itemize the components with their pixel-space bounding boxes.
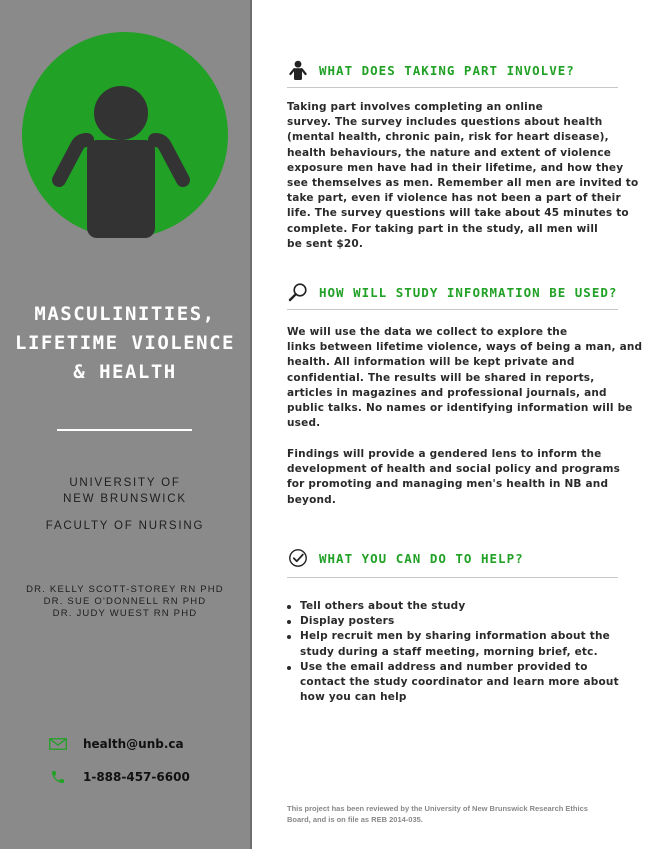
list-item-line: Help recruit men by sharing information about the (300, 630, 610, 643)
paragraph-line: articles in magazines and professional journals, and (287, 386, 607, 399)
poster-title (0, 300, 250, 387)
poster-title-line: & HEALTH (73, 361, 177, 383)
contact-phone[interactable] (48, 768, 190, 786)
paragraph-line: health behaviours, the nature and extent of violence (287, 146, 612, 159)
paragraph-line: links between lifetime violence, ways of being a man, and (287, 341, 643, 354)
list-item-line: study during a staff meeting, morning brief, etc. (300, 645, 598, 658)
paragraph-line: be sent $20. (287, 237, 364, 250)
list-item (300, 629, 630, 659)
list-item-line: Use the email address and number provided to (300, 660, 588, 673)
author-list (0, 584, 250, 620)
paragraph-line: Findings will provide a gendered lens to inform the (287, 448, 602, 460)
list-item-line: Tell others about the study (300, 600, 466, 612)
university-name (0, 475, 250, 507)
paragraph-line: life. The survey questions will take about 45 minutes to (287, 207, 629, 220)
involve-paragraph (287, 100, 639, 252)
university-line: NEW BRUNSWICK (63, 493, 187, 505)
author-line: DR. SUE O'DONNELL RN PHD (43, 596, 207, 607)
footnote-line: This project has been reviewed by the University of New Brunswick Research Ethics (287, 804, 588, 813)
paragraph-line: We will use the data we collect to explore the (287, 326, 568, 338)
paragraph-line: beyond. (287, 493, 337, 506)
footnote-line: Board, and is on file as REB 2014-035. (287, 815, 423, 824)
list-item (300, 599, 630, 614)
author-line: DR. JUDY WUEST RN PHD (52, 608, 198, 619)
check-circle-icon (287, 547, 309, 569)
contact-email[interactable] (48, 735, 184, 753)
section-used-heading (287, 281, 617, 303)
paragraph-line: confidential. The results will be shared in reports, (287, 371, 595, 384)
magnifier-icon (287, 281, 309, 303)
poster-title-line: MASCULINITIES, (34, 303, 216, 325)
section-divider (287, 87, 618, 88)
used-paragraph-2 (287, 447, 632, 508)
university-line: UNIVERSITY OF (69, 477, 181, 489)
bullet-dot (287, 620, 291, 624)
phone-icon (48, 768, 68, 786)
person-icon (287, 59, 309, 81)
paragraph-line: public talks. No names or identifying information will be (287, 402, 633, 415)
author-line: DR. KELLY SCOTT-STOREY RN PHD (26, 584, 224, 595)
poster-title-line: LIFETIME VIOLENCE (15, 332, 235, 354)
envelope-icon (48, 735, 68, 753)
section-heading: WHAT YOU CAN DO TO HELP? (319, 550, 524, 566)
paragraph-line: development of health and social policy and programs (287, 463, 621, 476)
paragraph-line: Taking part involves completing an online (287, 101, 543, 113)
paragraph-line: complete. For taking part in the study, all men will (287, 222, 598, 235)
paragraph-line: (mental health, chronic pain, risk for heart disease), (287, 131, 609, 144)
paragraph-line: used. (287, 417, 321, 430)
sidebar-divider (250, 0, 252, 849)
paragraph-line: for promoting and managing men's health in NB and (287, 478, 609, 491)
list-item-line: contact the study coordinator and learn more about (300, 676, 619, 689)
section-divider (287, 577, 618, 578)
section-heading: WHAT DOES TAKING PART INVOLVE? (319, 62, 575, 78)
bullet-dot (287, 666, 291, 670)
section-divider (287, 309, 618, 310)
phone-number[interactable]: 1-888-457-6600 (83, 770, 190, 784)
person-icon (22, 32, 228, 238)
bullet-dot (287, 635, 291, 639)
bullet-dot (287, 605, 291, 609)
list-item (300, 660, 630, 706)
used-paragraph-1 (287, 325, 643, 431)
section-help-heading (287, 547, 524, 569)
help-list (300, 599, 630, 705)
paragraph-line: health. All information will be kept private and (287, 356, 575, 369)
list-item-line: Display posters (300, 615, 395, 628)
title-divider (57, 429, 192, 431)
list-item (300, 614, 630, 629)
hero-circle (22, 32, 228, 238)
paragraph-line: survey. The survey includes questions about health (287, 116, 603, 129)
faculty-name: FACULTY OF NURSING (45, 520, 205, 532)
paragraph-line: see themselves as men. Remember all men are invited to (287, 177, 639, 190)
ethics-footnote (287, 803, 627, 825)
list-item-line: how you can help (300, 691, 407, 704)
section-involve-heading (287, 59, 575, 81)
section-heading: HOW WILL STUDY INFORMATION BE USED? (319, 284, 618, 300)
paragraph-line: take part, even if violence has not been a part of their (287, 192, 621, 205)
email-address[interactable]: health@unb.ca (83, 737, 184, 751)
paragraph-line: exposure men have had in their lifetime, and how they (287, 161, 624, 174)
